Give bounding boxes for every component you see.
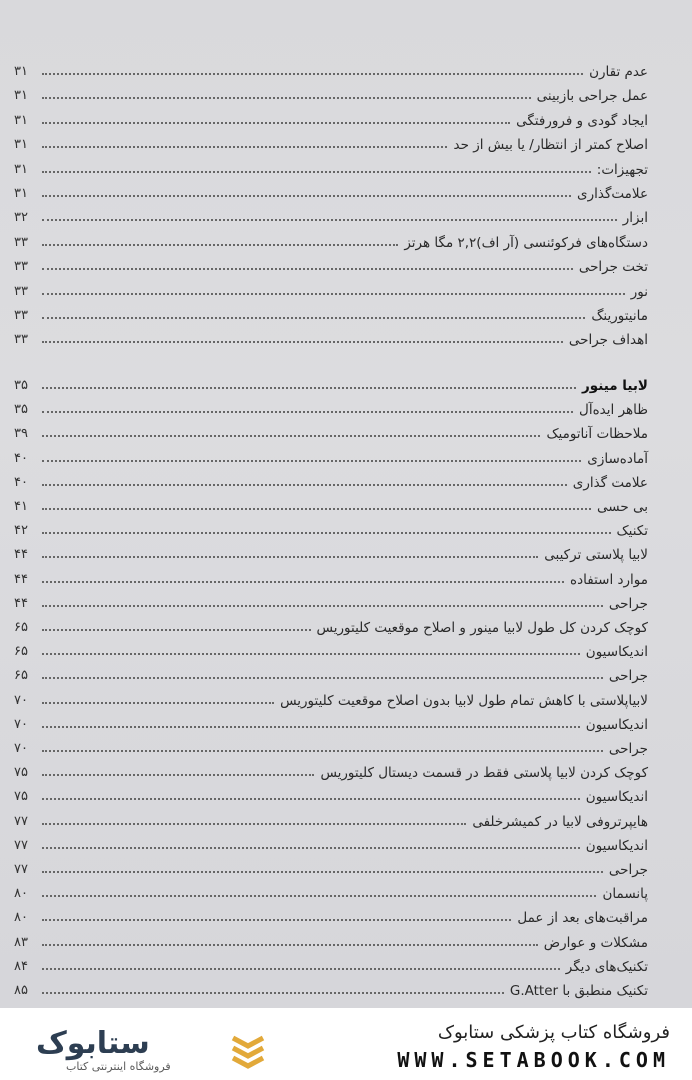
dot-leader [42, 726, 580, 728]
toc-entry-title: لابیا مینور [581, 378, 648, 394]
toc-entry [14, 832, 648, 856]
toc-entry-page: ۸۴ [14, 958, 28, 974]
toc-entry-page: ۳۹ [14, 426, 28, 442]
store-url-link[interactable]: WWW.SETABOOK.COM [397, 1048, 670, 1072]
toc-entry-page: ۸۰ [14, 886, 28, 902]
toc-entry-title: آماده‌سازی [587, 450, 648, 467]
toc-entry-page: ۳۱ [14, 137, 28, 153]
dot-leader [42, 750, 603, 752]
toc-entry-title: اندیکاسیون [585, 837, 648, 854]
toc-entry-page: ۴۴ [14, 571, 28, 587]
dot-leader [42, 895, 596, 897]
toc-entry-title: عدم تقارن [589, 64, 648, 80]
toc-entry-page: ۸۰ [14, 910, 28, 926]
toc-entry [14, 614, 648, 638]
logo-brand-text: ستابوک [36, 1026, 150, 1061]
toc-entry-title: جراحی [608, 668, 648, 685]
toc-entry [14, 469, 648, 493]
dot-leader [42, 508, 591, 510]
toc-entry-page: ۳۱ [14, 161, 28, 177]
toc-entry-title: نور [630, 283, 648, 300]
dot-leader [42, 798, 580, 800]
book-stack-icon [231, 1030, 265, 1070]
toc-entry-page: ۴۴ [14, 547, 28, 563]
toc-entry [14, 662, 648, 686]
toc-entry-page: ۳۱ [14, 88, 28, 104]
toc-entry [14, 929, 648, 953]
toc-entry-page: ۷۷ [14, 837, 28, 853]
dot-leader [42, 411, 573, 413]
toc-entry-title: پانسمان [602, 886, 648, 903]
dot-leader [42, 702, 274, 704]
dot-leader [42, 774, 314, 776]
toc-entry-title: علامت گذاری [572, 474, 648, 491]
toc-entry-title: ظاهر ایده‌آل [579, 402, 648, 419]
dot-leader [42, 244, 398, 246]
toc-entry-title: ایجاد گودی و فرورفتگی [516, 112, 648, 129]
toc-entry-title: جراحی [608, 595, 648, 612]
toc-entry-title: تکنیک‌های دیگر [565, 958, 648, 975]
toc-entry-title: تکنیک منطبق با G.Atter [509, 983, 648, 999]
toc-entry-title: جراحی [608, 741, 648, 757]
toc-entry-page: ۴۰ [14, 474, 28, 490]
toc-entry [14, 372, 648, 396]
dot-leader [42, 992, 504, 994]
toc-entry-page: ۳۳ [14, 332, 28, 348]
toc-entry-page: ۳۳ [14, 234, 28, 250]
store-name: فروشگاه کتاب پزشکی ستابوک [437, 1022, 670, 1043]
toc-entry [14, 953, 648, 977]
toc-entry-title: ملاحظات آناتومیک [546, 426, 648, 443]
toc-entry-page: ۷۷ [14, 813, 28, 829]
toc-entry-page: ۷۰ [14, 692, 28, 708]
toc-entry-page: ۳۵ [14, 402, 28, 418]
toc-entry-page: ۶۵ [14, 620, 28, 635]
toc-entry-page: ۳۳ [14, 283, 28, 299]
toc-entry [14, 278, 648, 302]
toc-entry-title: تکنیک [616, 523, 648, 540]
toc-entry [14, 904, 648, 928]
toc-entry-title: اندیکاسیون [585, 644, 648, 661]
dot-leader [42, 293, 625, 295]
dot-leader [42, 532, 611, 534]
toc-entry-page: ۸۳ [14, 934, 28, 950]
toc-entry [14, 880, 648, 904]
toc-entry-title: بی حسی [597, 499, 648, 515]
toc-entry-page: ۷۵ [14, 789, 28, 805]
dot-leader [42, 629, 311, 631]
dot-leader [42, 219, 617, 221]
toc-entry [14, 229, 648, 253]
toc-entry-title: تخت جراحی [578, 259, 648, 276]
dot-leader [42, 944, 538, 946]
dot-leader [42, 97, 531, 99]
toc-entry-page: ۷۰ [14, 716, 28, 732]
setabook-logo[interactable] [36, 1026, 266, 1078]
toc-entry-page: ۴۴ [14, 595, 28, 611]
toc-entry [14, 82, 648, 106]
toc-entry-page: ۸۵ [14, 983, 28, 998]
toc-entry [14, 541, 648, 565]
dot-leader [42, 919, 511, 921]
toc-entry-page: ۳۳ [14, 308, 28, 323]
toc-entry-title: مراقبت‌های بعد از عمل [517, 910, 648, 927]
dot-leader [42, 341, 563, 343]
footer-banner [0, 1008, 692, 1080]
toc-entry [14, 735, 648, 759]
toc-entry-page: ۷۷ [14, 862, 28, 877]
toc-entry [14, 204, 648, 228]
toc-entry [14, 856, 648, 880]
toc-entry-title: علامت‌گذاری [577, 186, 648, 202]
toc-entry-page: ۴۰ [14, 450, 28, 466]
dot-leader [42, 581, 564, 583]
toc-entry-page: ۳۱ [14, 64, 28, 79]
toc-entry [14, 977, 648, 1001]
toc-entry-page: ۷۰ [14, 741, 28, 756]
dot-leader [42, 605, 603, 607]
toc-entry [14, 253, 648, 277]
toc-entry [14, 396, 648, 420]
toc-entry-title: اندیکاسیون [585, 789, 648, 806]
toc-entry-page: ۳۳ [14, 259, 28, 275]
toc-entry [14, 711, 648, 735]
toc-entry-title: مشکلات و عوارض [543, 934, 648, 951]
toc-entry [14, 58, 648, 82]
toc-entry [14, 180, 648, 204]
toc-entry-title: عمل جراحی بازبینی [536, 88, 648, 105]
toc-entry-title: لابیا پلاستی ترکیبی [544, 547, 648, 564]
toc-entry-page: ۳۵ [14, 378, 28, 393]
dot-leader [42, 73, 583, 75]
toc-entry-title: کوچک کردن کل طول لابیا مینور و اصلاح موقعیت کلیتوریس [316, 620, 648, 636]
toc-entry-page: ۴۱ [14, 499, 28, 514]
dot-leader [42, 847, 580, 849]
toc-entry [14, 107, 648, 131]
toc-entry [14, 808, 648, 832]
toc-entry [14, 759, 648, 783]
toc-entry-title: لابیاپلاستی با کاهش تمام طول لابیا بدون اصلاح موقعیت کلیتوریس [280, 692, 648, 709]
toc-entry [14, 493, 648, 517]
dot-leader [42, 556, 538, 558]
toc-entry [14, 445, 648, 469]
dot-leader [42, 171, 591, 173]
dot-leader [42, 387, 576, 389]
dot-leader [42, 195, 571, 197]
toc-entry-title: جراحی [608, 862, 648, 878]
toc-entry-title: تجهیزات: [596, 161, 648, 178]
dot-leader [42, 122, 510, 124]
toc-entry-page: ۳۱ [14, 186, 28, 201]
dot-leader [42, 268, 573, 270]
toc-entry-title: مانیتورینگ [591, 308, 648, 324]
toc-entry-page: ۳۲ [14, 210, 28, 226]
toc-entry-title: اندیکاسیون [585, 716, 648, 733]
toc-entry [14, 566, 648, 590]
toc-entry-page: ۴۲ [14, 523, 28, 539]
dot-leader [42, 823, 466, 825]
dot-leader [42, 317, 585, 319]
toc-entry [14, 590, 648, 614]
toc-entry [14, 131, 648, 155]
toc-entry-page: ۷۵ [14, 765, 28, 781]
toc-entry [14, 687, 648, 711]
dot-leader [42, 968, 560, 970]
dot-leader [42, 677, 603, 679]
toc-entry-page: ۳۱ [14, 112, 28, 128]
toc-entry [14, 783, 648, 807]
toc-entry-title: موارد استفاده [570, 571, 648, 588]
toc-entry-page: ۶۵ [14, 644, 28, 660]
toc-entry [14, 420, 648, 444]
toc-entry-title: اصلاح کمتر از انتظار/ یا بیش از حد [453, 137, 648, 154]
toc-entry [14, 302, 648, 326]
toc-entry-title: ابزار [622, 210, 648, 227]
dot-leader [42, 871, 603, 873]
dot-leader [42, 435, 540, 437]
dot-leader [42, 460, 581, 462]
toc-entry [14, 517, 648, 541]
toc-entry [14, 156, 648, 180]
dot-leader [42, 653, 580, 655]
dot-leader [42, 484, 567, 486]
toc-entry-title: اهداف جراحی [568, 332, 648, 349]
dot-leader [42, 146, 447, 148]
toc-entry [14, 326, 648, 350]
toc-entry-title: کوچک کردن لابیا پلاستی فقط در قسمت دیستال کلیتوریس [320, 765, 648, 782]
toc-entry-title: هایپرتروفی لابیا در کمیشرخلفی [472, 813, 648, 830]
toc-entry-page: ۶۵ [14, 668, 28, 684]
logo-tagline: فروشگاه اینترنتی کتاب [66, 1060, 171, 1073]
toc-entry [14, 638, 648, 662]
toc-entry-title: دستگاه‌های فرکوئنسی (آر اف)۲,۲ مگا هرتز [404, 234, 648, 251]
